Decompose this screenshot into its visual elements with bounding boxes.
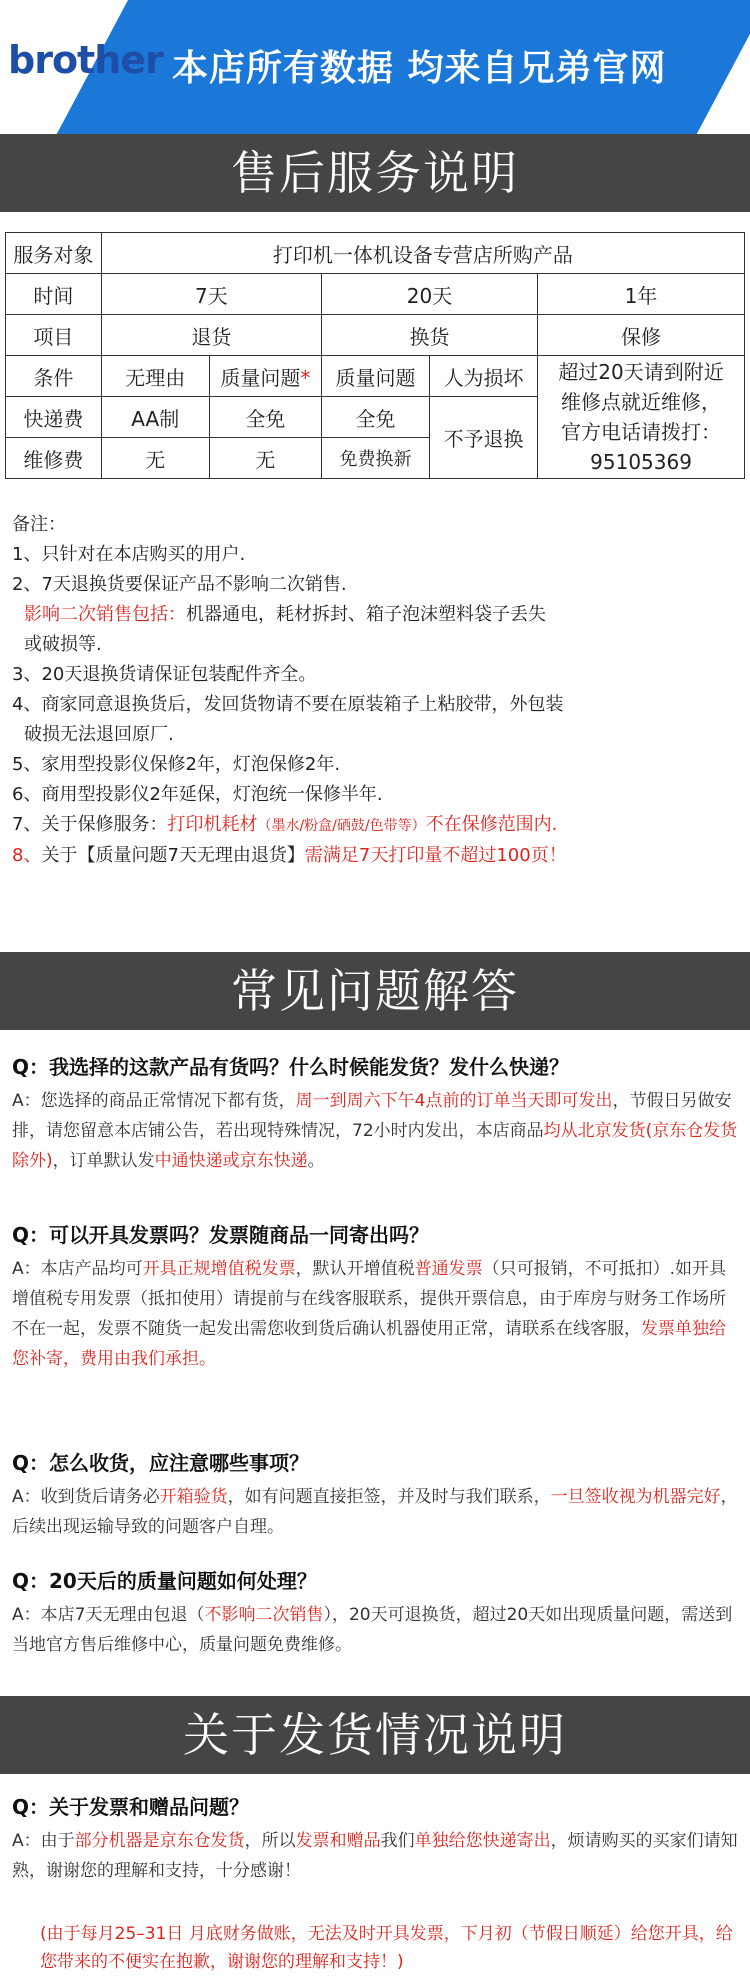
answer-text: A：本店产品均可 (12, 1259, 143, 1279)
table-cell: 无 (209, 438, 321, 479)
warranty-note-cell (538, 356, 745, 479)
warranty-note-line: 维修点就近维修， (561, 390, 722, 414)
shipping-item (12, 1792, 740, 1886)
note-item (12, 600, 742, 630)
table-cell: 快递费 (6, 397, 102, 438)
answer-text: 我们 (380, 1831, 415, 1851)
table-cell: 20天 (321, 274, 537, 315)
header-banner (0, 0, 750, 134)
table-cell: 人为损坏 (430, 356, 538, 397)
section-title-after-sales: 售后服务说明 (0, 134, 750, 212)
shipping-answer (12, 1826, 740, 1886)
quality-issue-label: 质量问题 (220, 365, 301, 390)
answer-text: A：本店7天无理由包退（ (12, 1605, 205, 1625)
answer-red-text: 发票单独给您补寄，费用由我们承担。 (12, 1319, 726, 1369)
faq-answer (12, 1254, 740, 1374)
answer-red-text: 部分机器是京东仓发货 (74, 1831, 245, 1851)
faq-answer (12, 1482, 740, 1542)
warranty-note-line: 超过20天请到附近 (558, 360, 724, 384)
table-row (6, 233, 745, 274)
faq-item (12, 1448, 740, 1542)
table-cell: 无理由 (101, 356, 209, 397)
answer-red-text: 开具正规增值税发票 (142, 1259, 296, 1279)
answer-red-text: 单独给您快递寄出 (414, 1831, 551, 1851)
answer-red-text: 中通快递或京东快递 (154, 1151, 308, 1171)
table-cell: 服务对象 (6, 233, 102, 274)
answer-text: ，订单默认发 (52, 1151, 155, 1171)
answer-red-text: 一旦签收视为机器完好 (550, 1487, 721, 1507)
note-item: 1、只针对在本店购买的用户. (12, 544, 246, 565)
table-cell: 全免 (321, 397, 429, 438)
answer-red-text: 开箱验货 (159, 1487, 228, 1507)
asterisk-mark: * (300, 365, 311, 390)
note-text: 7、关于保修服务： (12, 814, 168, 835)
note-item: 破损无法退回原厂. (24, 724, 174, 745)
table-cell: 1年 (538, 274, 745, 315)
section-title-shipping: 关于发货情况说明 (0, 1696, 750, 1774)
section-title-faq: 常见问题解答 (0, 952, 750, 1030)
table-cell: 7天 (101, 274, 321, 315)
faq-answer (12, 1086, 740, 1176)
table-cell: 无 (101, 438, 209, 479)
table-cell: 退货 (101, 315, 321, 356)
faq-question: Q：我选择的这款产品有货吗？什么时候能发货？发什么快递？ (12, 1055, 570, 1079)
table-cell: 全免 (209, 397, 321, 438)
service-table (5, 232, 745, 479)
answer-text: 。 (307, 1151, 325, 1171)
table-cell: 质量问题 (321, 356, 429, 397)
invoice-footnote: (由于每月25–31日 月底财务做账，无法及时开具发票，下月初（节假日顺延）给您开具，给您带来的不便实在抱歉，谢谢您的理解和支持！) (40, 1924, 733, 1972)
notes-block (12, 510, 742, 871)
answer-red-text: 周一到周六下午4点前的订单当天即可发出 (295, 1091, 613, 1111)
faq-question: Q：怎么收货，应注意哪些事项？ (12, 1451, 310, 1475)
answer-red-text: 不影响二次销售 (204, 1605, 324, 1625)
faq-answer (12, 1600, 740, 1660)
note-item: 5、家用型投影仪保修2年，灯泡保修2年. (12, 754, 341, 775)
warranty-phone: 95105369 (590, 450, 692, 474)
table-row (6, 315, 745, 356)
faq-item (12, 1220, 740, 1374)
note-red-text: （墨水/粉盒/硒鼓/色带等） (257, 818, 426, 834)
table-cell: 维修费 (6, 438, 102, 479)
note-item (12, 841, 742, 871)
note-red-text: 8、 (12, 845, 42, 866)
answer-text: ，烦请购买的买家们请知熟，谢谢您的理解和支持，十分感谢！ (12, 1831, 738, 1881)
answer-text: （只可报销，不可抵扣）.如开具增值税专用发票（抵扣使用）请提前与在线客服联系，提供开票信息，由于库房与财务工作场所不在一起，发票不随货一起发出需您收到货后确认机器使用正常，请联系在线客服， (12, 1259, 727, 1339)
brother-logo: brother (8, 38, 163, 82)
note-item: 2、7天退换货要保证产品不影响二次销售. (12, 574, 347, 595)
answer-red-text: 发票和赠品 (295, 1831, 381, 1851)
note-item: 3、20天退换货请保证包装配件齐全。 (12, 664, 317, 685)
table-cell: 免费换新 (321, 438, 429, 479)
table-cell: 项目 (6, 315, 102, 356)
answer-text: ），20天可退换货，超过20天如出现质量问题，需送到当地官方售后维修中心，质量问题免费维修。 (12, 1605, 733, 1655)
faq-question: Q：可以开具发票吗？发票随商品一同寄出吗？ (12, 1223, 430, 1247)
faq-item (12, 1566, 740, 1660)
answer-text: ，如有问题直接拒签，并及时与我们联系， (227, 1487, 551, 1507)
table-cell: 时间 (6, 274, 102, 315)
table-row (6, 356, 745, 397)
answer-text: A：收到货后请务必 (12, 1487, 160, 1507)
warranty-note-line: 官方电话请拨打： (561, 420, 722, 444)
note-red-text: 需满足7天打印量不超过100页！ (304, 845, 567, 866)
table-cell: 换货 (321, 315, 537, 356)
note-item: 4、商家同意退换货后，发回货物请不要在原装箱子上粘胶带，外包装 (12, 694, 564, 715)
note-red-text: 影响二次销售包括： (24, 604, 186, 625)
table-row (6, 274, 745, 315)
banner-slogan: 本店所有数据 均来自兄弟官网 (172, 48, 667, 89)
faq-item (12, 1052, 740, 1176)
note-item: 或破损等. (24, 634, 102, 655)
answer-text: ，默认开增值税 (295, 1259, 415, 1279)
note-item: 6、商用型投影仪2年延保，灯泡统一保修半年. (12, 784, 383, 805)
notes-title: 备注： (12, 514, 66, 535)
answer-text: A：您选择的商品正常情况下都有货， (12, 1091, 296, 1111)
note-item (12, 810, 742, 841)
answer-text: ，所以 (244, 1831, 296, 1851)
table-cell: 条件 (6, 356, 102, 397)
shipping-question: Q：关于发票和赠品问题？ (12, 1795, 250, 1819)
table-cell: AA制 (101, 397, 209, 438)
table-cell (209, 356, 321, 397)
table-cell: 保修 (538, 315, 745, 356)
answer-text: ，后续出现运输导致的问题客户自理。 (12, 1487, 738, 1537)
faq-question: Q：20天后的质量问题如何处理？ (12, 1569, 317, 1593)
answer-red-text: 普通发票 (414, 1259, 483, 1279)
answer-text: ，节假日另做安排，请您留意本店铺公告，若出现特殊情况，72小时内发出，本店商品 (12, 1091, 732, 1141)
table-cell: 打印机一体机设备专营店所购产品 (101, 233, 744, 274)
note-text: 机器通电，耗材拆封、箱子泡沫塑料袋子丢失 (186, 604, 546, 625)
note-red-text: 打印机耗材 (167, 814, 258, 835)
note-red-text: 不在保修范围内. (425, 814, 558, 835)
answer-text: A：由于 (12, 1831, 75, 1851)
answer-red-text: 均从北京发货(京东仓发货除外) (12, 1121, 738, 1171)
table-cell: 不予退换 (430, 397, 538, 479)
note-text: 关于【质量问题7天无理由退货】 (41, 845, 305, 866)
